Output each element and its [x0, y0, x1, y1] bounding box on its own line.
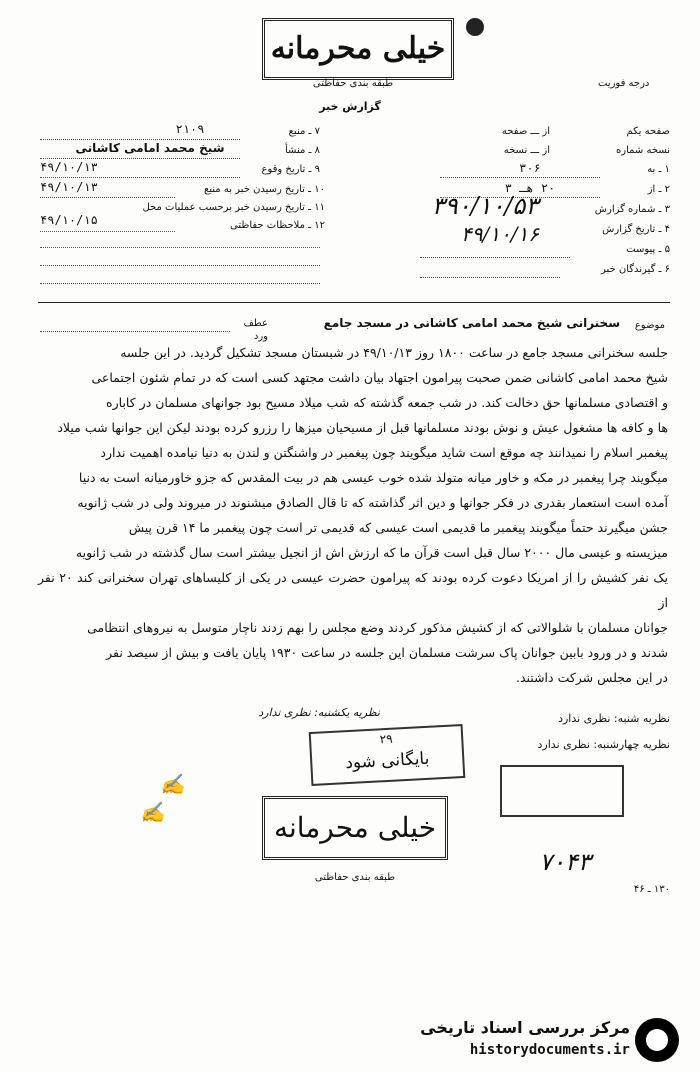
top-classification-stamp: خیلی محرمانه: [262, 18, 454, 80]
field-report-number: ۳ ـ شماره گزارش: [594, 204, 670, 215]
field-source: ۷ ـ منبع: [288, 126, 320, 137]
reference-label: عطف: [243, 318, 268, 329]
blank-line-1: [40, 246, 320, 248]
report-date-value: ۴۹/۱۰/۱۶: [461, 222, 539, 246]
field-security-notes-line: [40, 230, 175, 232]
document-code: ۱۳۰ ـ ۴۶: [633, 884, 670, 895]
body-line: یک نفر کشیش را از امریکا دعوت کرده بودند که پیرامون حضرت عیسی در یکی از کلیساهای تهران سخنرانی کند ۲۰ نفر از: [38, 570, 668, 610]
body-line: ها و کافه ها مشغول عیش و نوش بودند مسلمانها قبل از مسیحیان میزها را رزرو کرده بودند لیکن این جوانها شب میلاد: [57, 420, 668, 435]
top-classification-subtitle: طبقه بندی حفاظتی: [312, 78, 394, 89]
field-occurrence-date-line: [40, 176, 240, 178]
archive-logo-inner: [646, 1029, 668, 1051]
field-copy-value: از ـــ نسخه: [503, 145, 550, 156]
header-divider: [38, 302, 670, 303]
body-line: میگویند چرا پیغمبر در مکه و خاور میانه متولد شده خوب عیسی هم در بیت المقدس که جزو خاورمیانه است به دنیا: [78, 470, 668, 485]
field-recipients: ۶ ـ گیرندگان خبر: [600, 264, 670, 275]
site-title: مرکز بررسی اسناد تاریخی: [420, 1018, 630, 1037]
field-attachment-line: [420, 256, 570, 258]
field-from: ۲ ـ از: [647, 184, 670, 195]
document-number: ۷۰۴۳: [539, 848, 591, 876]
reference-label-2: ورد: [253, 331, 268, 342]
blank-line-3: [40, 282, 320, 284]
field-source-line: [40, 138, 240, 140]
subject-text: سخنرانی شیخ محمد امامی کاشانی در مسجد جامع: [323, 316, 620, 330]
field-source-value: ۲۱۰۹: [175, 122, 205, 136]
archive-label: بایگانی شود: [344, 748, 430, 774]
office-stamp: [500, 765, 624, 817]
field-origin-line: [40, 157, 240, 159]
form-title: گزارش خبر: [319, 100, 381, 113]
report-number-value: ۳۹۰/۱۰/۵۳: [431, 192, 539, 220]
field-to: ۱ ـ به: [647, 164, 670, 175]
signature-2: ✍: [140, 800, 165, 824]
field-page: صفحه یکم: [626, 126, 670, 137]
bottom-classification-stamp: خیلی محرمانه: [262, 796, 448, 860]
body-line: جشن میگیرند حتماً میگویند پیغمبر ما قدیمی است عیسی که قدیمی تر است چون پیغمبر ما ۱۴ قرن پیش: [128, 520, 668, 535]
field-received-by-ops: ۱۱ ـ تاریخ رسیدن خبر برحسب عملیات محل: [142, 202, 325, 213]
field-received-by-source-line: [40, 196, 175, 198]
field-security-notes: ۱۲ ـ ملاحظات حفاظتی: [230, 220, 325, 231]
note-wednesday: نظریه چهارشنبه: نظری ندارد: [537, 738, 670, 751]
body-line: میزیسته و عیسی مال ۲۰۰۰ سال قبل است قرآن ما که ارزش اش از انجیل بیشتر است سال گذشته در شب ژانویه: [75, 545, 668, 560]
body-line: آمده است استعمار بقدری در فکر جوانها و دین اثر گذاشته که تا قال الصادق میشنوند در میروند ولی در شب ژانویه: [77, 495, 668, 510]
archive-number: ۲۹: [379, 731, 393, 747]
field-origin-value: شیخ محمد امامی کاشانی: [75, 141, 225, 155]
urgency-label: درجه فوریت: [598, 78, 650, 89]
field-attachment: ۵ ـ پیوست: [626, 244, 670, 255]
field-origin: ۸ ـ منشأ: [284, 145, 320, 156]
field-received-by-source: ۱۰ ـ تاریخ رسیدن خبر به منبع: [203, 184, 325, 195]
field-received-by-source-value: ۴۹/۱۰/۱۳: [40, 180, 98, 194]
field-copy: نسخه شماره: [616, 145, 670, 156]
signature-1: ✍: [160, 772, 185, 796]
field-page-value: از ـــ صفحه: [501, 126, 550, 137]
field-to-line: [440, 176, 600, 178]
subject-label: موضوع: [634, 320, 665, 331]
blank-line-2: [40, 264, 320, 266]
site-url[interactable]: historydocuments.ir: [469, 1042, 630, 1058]
reference-line: [40, 330, 230, 332]
field-received-by-ops-value: ۴۹/۱۰/۱۵: [40, 213, 98, 227]
body-line: پیغمبر اسلام را نمیدانند چه موقع است شاید میگویند چون پیغمبر در واشنگتن و لندن به دنیا نیامده اهمیت ندارد: [100, 445, 668, 460]
field-to-value: ۳۰۶: [519, 161, 541, 175]
body-line: جوانان مسلمان با شلوالاتی که از کشیش مذکور کردند وضع مجلس را بهم زدند ناچار متوسل به نیروهای انتظامی: [87, 620, 668, 635]
emblem-icon: [466, 18, 484, 36]
report-body: [38, 340, 668, 690]
field-recipients-line: [420, 276, 560, 278]
body-line: و اقتصادی مسلمانها حق دخالت کند. در شب جمعه گذشته که شب میلاد مسیح بود جوانهای مسلمان در کاباره: [106, 395, 668, 410]
bottom-classification-subtitle: طبقه بندی حفاظتی: [314, 872, 396, 883]
archive-stamp: [309, 724, 466, 786]
body-line: شیخ محمد امامی کاشانی ضمن صحبت پیرامون اجتهاد بیان داشت مجتهد کسی است که در تمام شئون اجتماعی: [91, 370, 668, 385]
note-sunday: نظریه یکشنبه: نظری ندارد: [258, 706, 380, 719]
body-line: شدند و در ورود بابین جوانان پاک سرشت مسلمان این جلسه در ساعت ۱۹۳۰ پایان یافت و بیش از سیصد نفر: [106, 645, 668, 660]
field-from-value: ۲۰ هـ ۳: [504, 181, 556, 195]
body-line: در این مجلس شرکت داشتند.: [516, 670, 668, 685]
field-report-date: ۴ ـ تاریخ گزارش: [602, 224, 670, 235]
body-line: جلسه سخنرانی مسجد جامع در ساعت ۱۸۰۰ روز ۴۹/۱۰/۱۳ در شبستان مسجد تشکیل گردید. در این جلسه: [120, 345, 668, 360]
field-occurrence-date: ۹ ـ تاریخ وقوع: [261, 164, 320, 175]
field-occurrence-date-value: ۴۹/۱۰/۱۳: [40, 160, 98, 174]
note-saturday: نظریه شنبه: نظری ندارد: [558, 712, 670, 725]
